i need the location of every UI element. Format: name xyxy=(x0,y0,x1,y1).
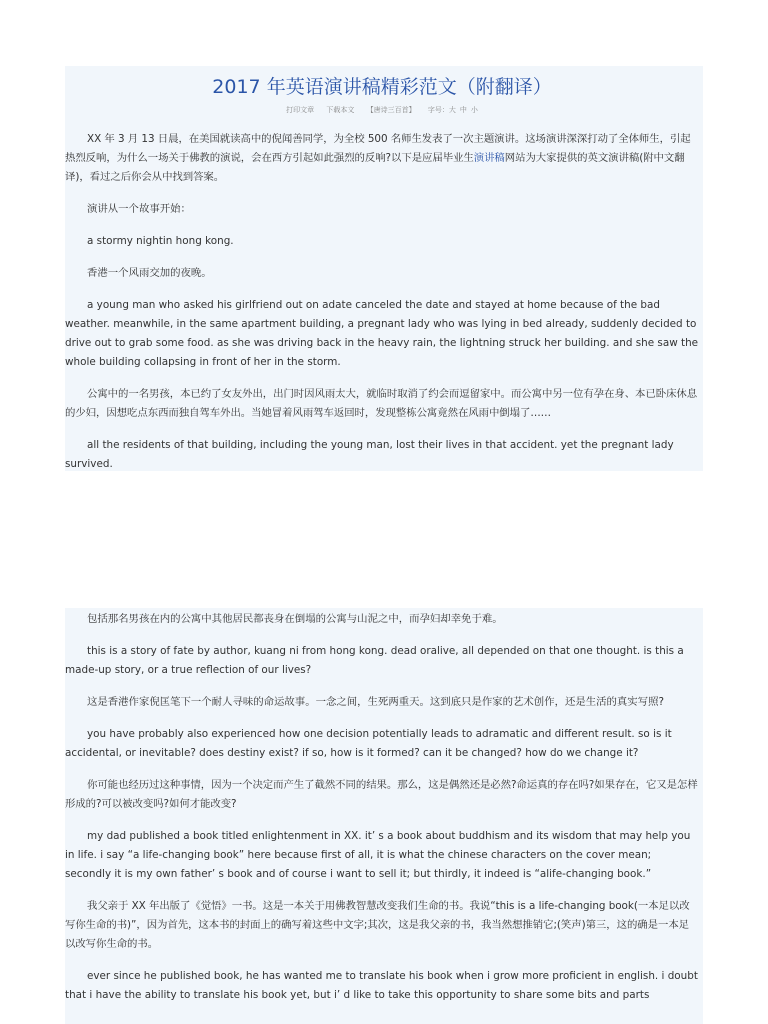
font-size-large[interactable]: 大 xyxy=(448,106,456,114)
intro-text-end: 网站为大家提供的英文演讲稿(附中文翻译)，看过之后你会从中找到答案。 xyxy=(65,152,685,183)
download-article-link[interactable]: 下载本文 xyxy=(326,106,355,114)
paragraph: a young man who asked his girlfriend out on adate canceled the date and stayed at home because of the bad weather. meanwhile, in the same apartment building, a pregnant lady who was lying in bed already, suddenly decided to drive out to grab some food. as she was driving back in the heavy rain, the lightning struck her building. and she saw the whole building collapsing in front of her in the storm. xyxy=(65,299,699,368)
article-toolbar xyxy=(65,104,699,116)
paragraph: a stormy nightin hong kong. xyxy=(87,235,234,247)
paragraph: 公寓中的一名男孩，本已约了女友外出，出门时因风雨太大，就临时取消了约会而逗留家中。而公寓中另一位有孕在身、本已卧床休息的少妇，因想吃点东西而独自驾车外出。当她冒着风雨驾车返回时，发现整栋公寓竟然在风雨中倒塌了…… xyxy=(65,388,698,419)
font-size-label: 字号： xyxy=(427,106,449,114)
paragraph: 演讲从一个故事开始： xyxy=(87,203,191,215)
paragraph: 香港一个风雨交加的夜晚。 xyxy=(87,267,212,279)
intro-paragraph xyxy=(65,130,699,187)
speech-link[interactable]: 演讲稿 xyxy=(473,152,505,164)
paragraph: ever since he published book, he has wanted me to translate his book when i grow more proficient in english. i doubt that i have the ability to translate his book yet, but i’ d like to take this opportunity to share some bits and parts xyxy=(65,970,698,1001)
font-size-small[interactable]: 小 xyxy=(470,106,478,114)
font-size-medium[interactable]: 中 xyxy=(459,106,467,114)
paragraph: this is a story of fate by author, kuang ni from hong kong. dead oralive, all depended on that one thought. is this a made-up story, or a true reflection of our lives? xyxy=(65,645,684,676)
article-title: 2017 年英语演讲稿精彩范文（附翻译） xyxy=(212,76,552,98)
article-panel-top xyxy=(65,66,703,471)
paragraph: 这是香港作家倪匡笔下一个耐人寻味的命运故事。一念之间，生死两重天。这到底只是作家的艺术创作，还是生活的真实写照? xyxy=(87,696,664,708)
paragraph: you have probably also experienced how one decision potentially leads to adramatic and different result. so is it accidental, or inevitable? does destiny exist? if so, how is it formed? can it be changed? how do we change it? xyxy=(65,728,672,759)
intro-text: XX 年 3 月 13 日晨，在美国就读高中的倪闻善同学，为全校 500 名师生发表了一次主题演讲。这场演讲深深打动了全体师生，引起热烈反响，为什么一场关于佛教的演说，会在西方引起如此强烈的反响?以下是应届毕业生 xyxy=(65,133,691,164)
paragraph: my dad published a book titled enlightenment in XX. it’ s a book about buddhism and its wisdom that may help you in life. i say “a life-changing book” here because first of all, it is what the chinese characters on the cover mean; secondly it is my own father’ s book and of course i want to sell it; but thirdly, it indeed is “alife-changing book.” xyxy=(65,830,691,880)
paragraph: 包括那名男孩在内的公寓中其他居民都丧身在倒塌的公寓与山泥之中，而孕妇却幸免于难。 xyxy=(87,613,503,625)
paragraph: 我父亲于 XX 年出版了《觉悟》一书。这是一本关于用佛教智慧改变我们生命的书。我说“this is a life-changing book(一本足以改写你生命的书)”，因为首先，这本书的封面上的确写着这些中文字;其次，这是我父亲的书，我当然想推销它;(笑声)第三，这的确是一本足以改写你生命的书。 xyxy=(65,900,690,950)
paragraph: all the residents of that building, including the young man, lost their lives in that accident. yet the pregnant lady survived. xyxy=(65,439,674,470)
paragraph: 你可能也经历过这种事情，因为一个决定而产生了截然不同的结果。那么，这是偶然还是必然?命运真的存在吗?如果存在，它又是怎样形成的?可以被改变吗?如何才能改变? xyxy=(65,779,698,810)
article-panel-bottom xyxy=(65,608,703,1024)
font-size-control xyxy=(428,106,478,114)
print-article-link[interactable]: 打印文章 xyxy=(286,106,315,114)
tang-poems-link[interactable]: 【唐诗三百首】 xyxy=(366,106,416,114)
